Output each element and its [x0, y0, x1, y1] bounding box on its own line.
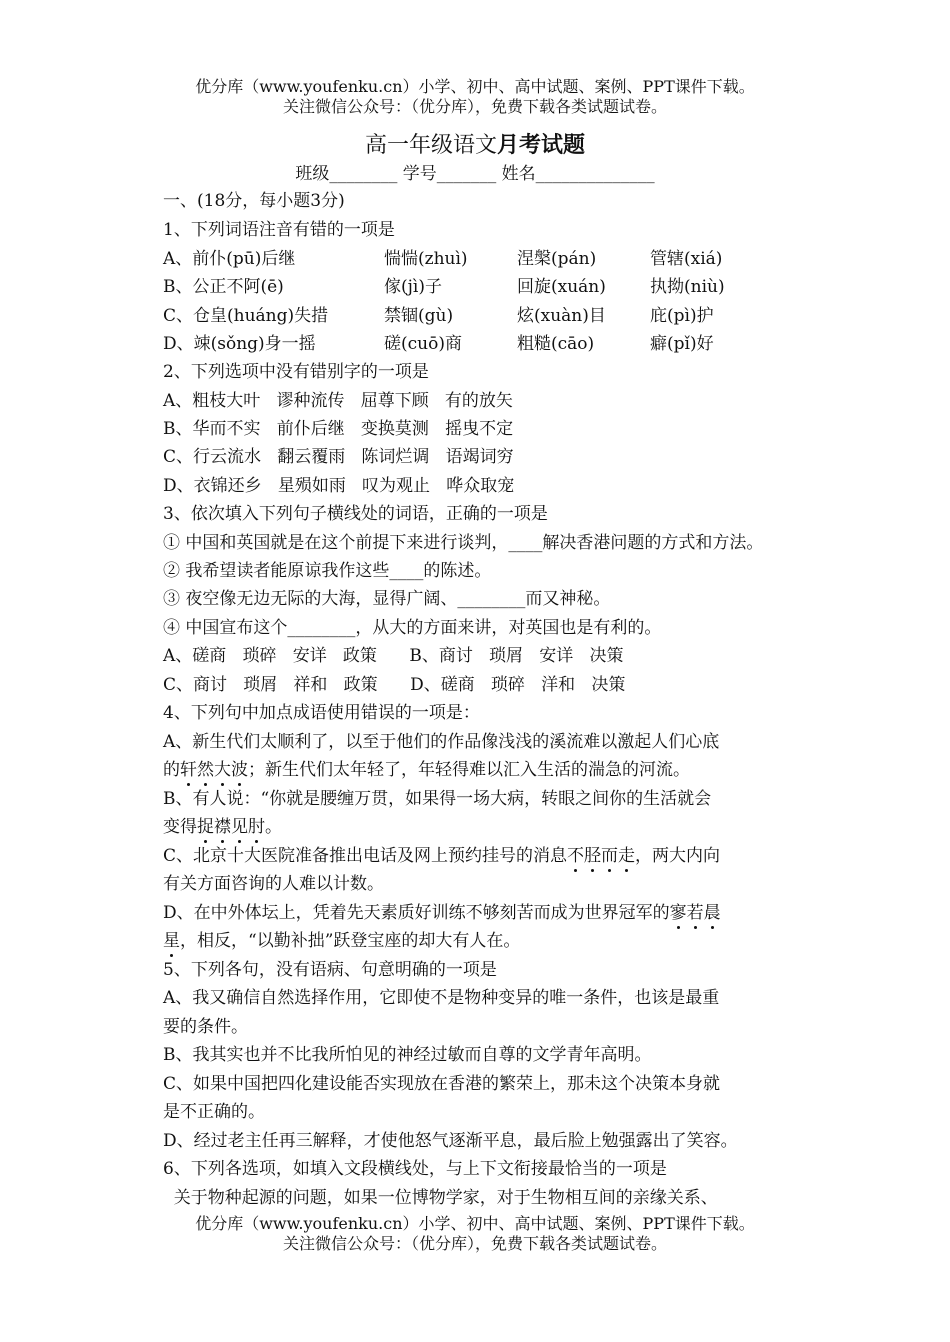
q4-option-d-line-2: 星，相反，“以勤补拙”跃登宝座的却大有人在。: [163, 931, 521, 951]
q4-option-b-line-1: B、有人说：“你就是腰缠万贯，如果得一场大病，转眼之间你的生活就会: [163, 789, 712, 809]
q3-options-ab: A、磋商 琐碎 安详 政策 B、商讨 琐屑 安详 决策: [163, 646, 624, 666]
q2-option-a: A、粗枝大叶 谬种流传 屈尊下顾 有的放矢: [163, 391, 513, 411]
dotted-idiom: 不胫而走: [567, 846, 636, 866]
q4-option-c-line-2: 有关方面咨询的人难以计数。: [163, 874, 384, 894]
title-part-2: 月考试题: [497, 132, 586, 158]
q1-row-2-item-4: 执拗(niù): [650, 277, 725, 297]
q3-sentence-3: ③ 夜空像无边无际的大海，显得广阔、________而又神秘。: [163, 589, 611, 609]
q4-option-b-line-2: 变得捉襟见肘。: [163, 817, 282, 837]
q5-option-a-line-1: A、我又确信自然选择作用，它即使不是物种变异的唯一条件，也该是最重: [163, 988, 720, 1008]
q1-row-2-item-3: 回旋(xuán): [517, 277, 606, 297]
q3-sentence-2: ② 我希望读者能原谅我作这些____的陈述。: [163, 561, 492, 581]
dotted-idiom: 星: [163, 931, 180, 951]
student-info-fields: 班级________ 学号_______ 姓名______________: [295, 164, 655, 184]
q1-row-3-item-3: 炫(xuàn)目: [517, 306, 606, 326]
q3-sentence-1: ① 中国和英国就是在这个前提下来进行谈判，____解决香港问题的方式和方法。: [163, 533, 764, 553]
q5-stem: 5、下列各句，没有语病、句意明确的一项是: [163, 960, 497, 980]
q4-option-d-line-1: D、在中外体坛上，凭着先天素质好训练不够刻苦而成为世界冠军的寥若晨: [163, 903, 721, 923]
dotted-idiom: 寥若晨: [669, 903, 721, 923]
q2-option-c: C、行云流水 翻云覆雨 陈词烂调 语竭词穷: [163, 447, 514, 467]
page-title: [0, 131, 950, 160]
footer-line-1: 优分库（www.youfenku.cn）小学、初中、高中试题、案例、PPT课件下载。: [195, 1214, 755, 1233]
q2-option-d: D、衣锦还乡 星殒如雨 叹为观止 哗众取宠: [163, 476, 515, 496]
q1-row-1-item-3: 涅槃(pán): [517, 249, 597, 269]
q2-stem: 2、下列选项中没有错别字的一项是: [163, 362, 429, 382]
q3-stem: 3、依次填入下列句子横线处的词语，正确的一项是: [163, 504, 548, 524]
dotted-idiom: 轩然大波: [180, 760, 248, 780]
q4-option-a-line-1: A、新生代们太顺利了，以至于他们的作品像浅浅的溪流难以激起人们心底: [163, 732, 720, 752]
q5-option-c-line-2: 是不正确的。: [163, 1102, 265, 1122]
header-line-1: 优分库（www.youfenku.cn）小学、初中、高中试题、案例、PPT课件下载。: [195, 77, 755, 96]
q4-option-c-line-1: C、北京十大医院准备推出电话及网上预约挂号的消息不胫而走，两大内向: [163, 846, 721, 866]
q1-row-4-item-4: 癖(pǐ)好: [650, 334, 714, 354]
q1-row-4-item-1: D、竦(sǒng)身一摇: [163, 334, 316, 354]
q1-row-1-item-1: A、前仆(pū)后继: [163, 249, 296, 269]
q1-row-3-item-4: 庇(pì)护: [650, 306, 714, 326]
q1-row-1-item-2: 惴惴(zhuì): [384, 249, 468, 269]
q1-stem: 1、下列词语注音有错的一项是: [163, 220, 395, 240]
q4-option-a-line-2: 的轩然大波；新生代们太年轻了，年轻得难以汇入生活的湍急的河流。: [163, 760, 690, 780]
title-part-1: 高一年级语文: [364, 133, 497, 158]
q1-row-4-item-3: 粗糙(cāo): [517, 334, 595, 354]
q4-stem: 4、下列句中加点成语使用错误的一项是：: [163, 703, 480, 723]
q5-option-d: D、经过老主任再三解释，才使他怒气逐渐平息，最后脸上勉强露出了笑容。: [163, 1131, 738, 1151]
q1-row-1-item-4: 管辖(xiá): [650, 249, 723, 269]
q1-row-4-item-2: 磋(cuō)商: [384, 334, 462, 354]
dotted-idiom: 捉襟见肘: [197, 817, 265, 837]
q1-row-2-item-2: 傢(jì)子: [384, 277, 442, 297]
footer-line-2: 关注微信公众号：（优分库），免费下载各类试题试卷。: [282, 1234, 667, 1253]
q3-options-cd: C、商讨 琐屑 祥和 政策 D、磋商 琐碎 洋和 决策: [163, 675, 626, 695]
q1-row-3-item-2: 禁锢(gù): [384, 306, 454, 326]
q6-passage-line-1: 关于物种起源的问题，如果一位博物学家，对于生物相互间的亲缘关系、: [163, 1188, 718, 1208]
q1-row-2-item-1: B、公正不阿(ē): [163, 277, 284, 297]
q3-sentence-4: ④ 中国宣布这个________，从大的方面来讲，对英国也是有利的。: [163, 618, 662, 638]
q5-option-c-line-1: C、如果中国把四化建设能否实现放在香港的繁荣上，那未这个决策本身就: [163, 1074, 721, 1094]
q5-option-b: B、我其实也并不比我所怕见的神经过敏而自尊的文学青年高明。: [163, 1045, 652, 1065]
q2-option-b: B、华而不实 前仆后继 变换莫测 摇曳不定: [163, 419, 514, 439]
q1-row-3-item-1: C、仓皇(huáng)失措: [163, 306, 329, 326]
q5-option-a-line-2: 要的条件。: [163, 1017, 248, 1037]
header-line-2: 关注微信公众号：（优分库），免费下载各类试题试卷。: [282, 97, 667, 116]
q6-stem: 6、下列各选项，如填入文段横线处，与上下文衔接最恰当的一项是: [163, 1159, 667, 1179]
section-1-heading: 一、(18分，每小题3分): [163, 191, 345, 211]
